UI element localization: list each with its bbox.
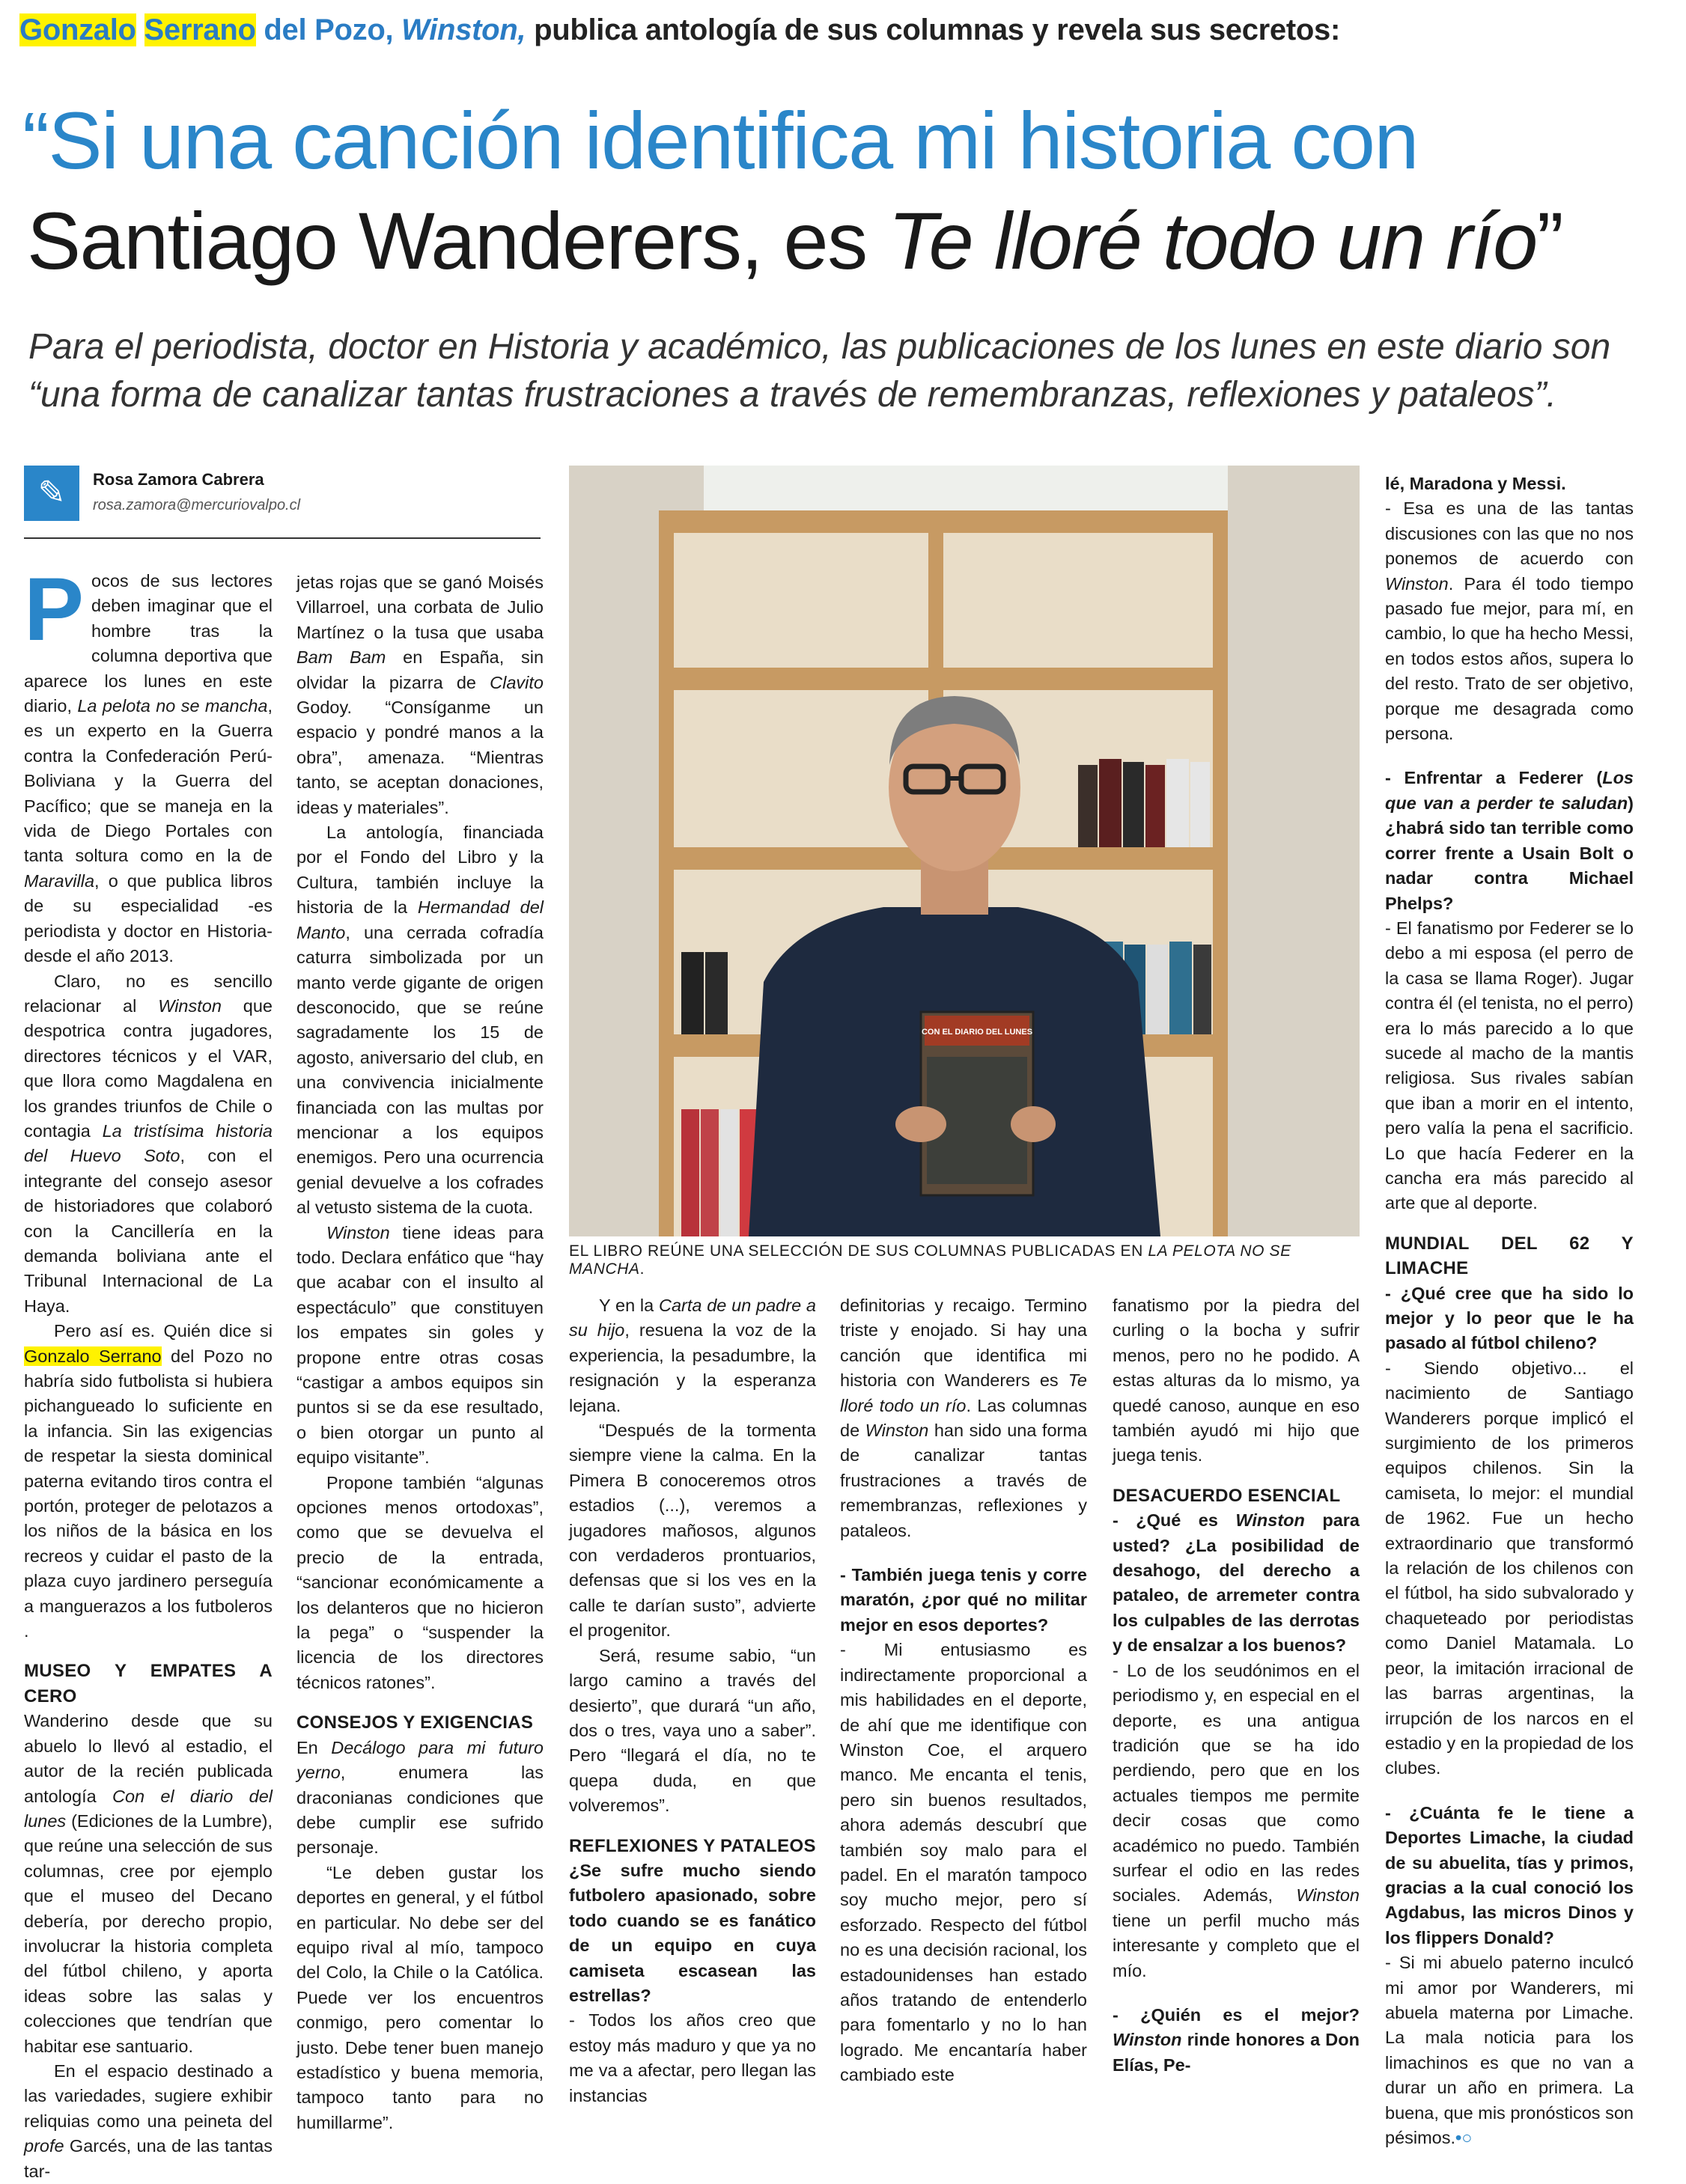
drop-cap: P xyxy=(24,559,85,659)
col3-p1-it: Carta de un padre a su hijo xyxy=(569,1296,816,1340)
col6-question-0: lé, Maradona y Messi. xyxy=(1385,474,1566,493)
col4-a1-b: . Las columnas de xyxy=(840,1395,1087,1441)
col2-p1-it2: Clavito xyxy=(490,672,544,692)
col1-p2-c: , con el integrante del consejo asesor de historiadores que colaboró con la Cancillería en la demanda boliviana ante el Tribunal Internacional de La Haya. xyxy=(24,1146,273,1316)
col1-p3-b: del Pozo no habría sido futbolista si hubiera pichangueado lo suficiente en la infancia. Sin las exigencias de respetar la siesta dominical paterna evitando tiros contra el portón, proteger de pelotazos a los niños de la básica en los recreos y cuidar el pasto de la plaza cuyo jardinero perseguía a manguerazos a los futboleros . xyxy=(24,1346,273,1641)
col5-a2-b: tiene un perfil mucho más interesante y completo que el mío. xyxy=(1113,1910,1360,1980)
col6-answer-1: - El fanatismo por Federer se lo debo a mi esposa (el perro de la casa se llama Roger). Jugar contra él (el tenista, no el perro) era lo más parecido a lo que sucede al macho de la mantis religiosa. Sus rivales sabían que iban a morir en el intento, pero valía la pena el sacrificio. Lo que hacía Federer en la cancha era más parecido al arte que al deporte. xyxy=(1385,918,1634,1213)
col2-p3 xyxy=(296,1221,544,1471)
col1-p2-it1: Winston xyxy=(158,995,222,1016)
col5-a2-it: Winston xyxy=(1296,1885,1360,1906)
col2-p5-a: En xyxy=(296,1737,332,1757)
col5-q1-a: - ¿Qué es xyxy=(1113,1510,1236,1531)
col6-question-3: - ¿Cuánta fe le tiene a Deportes Limache, la ciudad de su abuelita, tías y primos, gracias a la cual conoció los Agdabus, las micros Dinos y los flippers Donald? xyxy=(1385,1802,1634,1947)
col4-answer-2: - Mi entusiasmo es indirectamente proporcional a mis habilidades en el deporte, de ahí que me identifique con Winston Coe, el arquero manco. Me encanta el tenis, pero sin buenos resultados, ahora además descubrí que también soy malo para el padel. En el maratón tampoco soy mucho mejor, pero sí esforzado. Respecto del fútbol no es una decisión racional, los estadounidenses han estado años tratando de entenderlo para fomentarlo y no lo han logrado. Me encantaría haber cambiado este xyxy=(840,1640,1087,2085)
col4-answer-1 xyxy=(840,1293,1087,1543)
highlighted-name: Gonzalo Serrano xyxy=(24,1346,162,1366)
subhead-reflexiones: REFLEXIONES Y PATALEOS xyxy=(569,1835,816,1856)
byline-author: Rosa Zamora Cabrera xyxy=(93,470,264,489)
col6-a3-text: - Si mi abuelo paterno inculcó mi amor por Wanderers, mi abuela materna por Limache. La mala noticia para los limachinos es que no van a durar un año en primera. La buena, que mis pronósticos son pésimos. xyxy=(1385,1953,1634,2147)
subhead-mundial: MUNDIAL DEL 62 Y LIMACHE xyxy=(1385,1233,1634,1279)
song-title: Te lloré todo un río xyxy=(840,1370,1087,1415)
kicker-name-first: Gonzalo xyxy=(19,13,136,46)
col2-p6: “Le deben gustar los deportes en general, y el fútbol en particular. No debe ser del equipo rival al mío, tampoco del Colo, la Chile o la Católica. Puede ver los encuentros conmigo, pero comentar lo justo. Debe tener buen manejo estadístico y buena memoria, tampoco tanto para no humillarme”. xyxy=(296,1862,544,2132)
photo-illustration xyxy=(569,466,1360,1236)
col6-answer-2: - Siendo objetivo... el nacimiento de Santiago Wanderers porque implicó el surgimiento de los primeros equipos chilenos. Sin la camiseta, lo mejor: el mundial de 1962. Fue un hecho extraordinario que transformó la relación de los chilenos con el fútbol, ha sido subvalorado y chaqueteado por periodistas como Daniel Matamala. Lo peor, la imitación irracional de las barras argentinas, la irrupción de los narcos en el estadio y en la propiedad de los clubes. xyxy=(1385,1358,1634,1778)
col6-question-1 xyxy=(1385,766,1634,915)
col2-p2-it: Hermandad del Manto xyxy=(296,897,544,942)
photo xyxy=(569,466,1360,1236)
col4-a1-c: han sido una forma de canalizar tantas frustraciones a través de remembranzas, reflexiones y pataleos. xyxy=(840,1421,1087,1540)
col3-answer-1: - Todos los años creo que estoy más maduro y que ya no me va a afectar, pero llegan las instancias xyxy=(569,2010,816,2105)
col2-p1 xyxy=(296,570,544,820)
subhead-consejos: CONSEJOS Y EXIGENCIAS xyxy=(296,1712,534,1733)
col1-p5-b: Garcés, una de las tantas tar- xyxy=(24,2136,273,2181)
col2-p1-a: jetas rojas que se ganó Moisés Villarroel, una corbata de Julio Martínez o la tusa que usaba xyxy=(296,573,544,642)
col2-p2-a: La antología, financiada por el Fondo del Libro y la Cultura, también incluye la historia de la xyxy=(296,823,544,918)
column-6 xyxy=(1385,472,1634,2150)
col1-p2-b: que despotrica contra jugadores, directores técnicos y el VAR, que llora como Magdalena en los grandes triunfos de Chile o contagia xyxy=(24,995,273,1141)
end-mark-icon: •○ xyxy=(1455,2128,1473,2147)
col1-p5 xyxy=(24,2059,273,2184)
kicker-rest: publica antología de sus columnas y revela sus secretos: xyxy=(534,13,1340,46)
col1-p1-c: , o que publica libros de su especialidad -es periodista y doctor en Historia- desde el año 2013. xyxy=(24,870,273,966)
column-3 xyxy=(569,1293,816,2108)
col1-p5-it: profe xyxy=(24,2136,64,2156)
col2-p1-b: en España, sin olvidar la pizarra de xyxy=(296,647,544,692)
col1-p4-a: Wanderino desde que su abuelo lo llevó al estadio, el autor de la recién publicada antología xyxy=(24,1711,273,1806)
subhead-museo: MUSEO Y EMPATES A CERO xyxy=(24,1661,273,1706)
col5-q1-it: Winston xyxy=(1235,1510,1305,1531)
col3-p1 xyxy=(569,1293,816,1418)
caption-a: EL LIBRO REÚNE UNA SELECCIÓN DE SUS COLUMNAS PUBLICADAS EN xyxy=(569,1242,1148,1260)
col6-q1-b: ) ¿habrá sido tan terrible como correr frente a Usain Bolt o nadar contra Michael Phelps? xyxy=(1385,793,1634,913)
col5-question-1 xyxy=(1113,1508,1360,1658)
headline-line2-a: Santiago Wanderers, es xyxy=(27,195,889,286)
col6-a0-a: - Esa es una de las tantas discusiones con las que no nos ponemos de acuerdo con xyxy=(1385,498,1634,569)
col5-a2-a: - Lo de los seudónimos en el periodismo y, en especial en el deporte, es una antigua tradición que se ha ido perdiendo, pero que en los actuales tiempos me permite decir cosas que como académico no puedo. También surfear el odio en las redes sociales. Además, xyxy=(1113,1660,1360,1906)
col6-answer-0 xyxy=(1385,496,1634,746)
caption-end: . xyxy=(639,1260,645,1278)
column-1 xyxy=(24,559,273,2184)
col1-p5-a: En el espacio destinado a las variedades, sugiere exhibir reliquias como una peineta del xyxy=(24,2061,273,2131)
col4-question-2: - También juega tenis y corre maratón, ¿por qué no militar mejor en esos deportes? xyxy=(840,1565,1087,1635)
photo-book-title: CON EL DIARIO DEL LUNES xyxy=(921,1028,1033,1037)
column-title: La pelota no se mancha xyxy=(77,696,268,716)
col1-p4-b: (Ediciones de la Lumbre), que reúne una selección de sus columnas, cree por ejemplo que el museo del Decano debería, por derecho propio, involucrar la historia completa del fútbol chileno, y aporta ideas sobre las salas y colecciones que tendrían que habitar ese santuario. xyxy=(24,1811,273,2056)
deck: Para el periodista, doctor en Historia y académico, las publicaciones de los lunes en este diario son “una forma de canalizar tantas frustraciones a través de remembranzas, reflexiones y pataleos”. xyxy=(28,327,1611,415)
col2-p5-b: , enumera las draconianas condiciones que debe cumplir ese sufrido personaje. xyxy=(296,1763,544,1858)
caption-column-name: LA PELOTA NO SE MANCHA xyxy=(569,1242,1291,1278)
column-5 xyxy=(1113,1293,1360,2078)
byline-email[interactable]: rosa.zamora@mercuriovalpo.cl xyxy=(93,497,301,513)
spacer xyxy=(1385,746,1634,766)
col1-p2-a: Claro, no es sencillo relacionar al xyxy=(24,971,273,1016)
col5-answer-2 xyxy=(1113,1659,1360,1983)
col3-p2: “Después de la tormenta siempre viene la calma. En la Pimera B conoceremos otros estadios (...), veremos a jugadores mañosos, algunos con verdaderos prontuarios, defensas que si los ves en la calle te darían susto”, advierte el progenitor. xyxy=(569,1421,816,1641)
headline-line2 xyxy=(27,196,1562,286)
col2-p3-b: tiene ideas para todo. Declara enfático que “hay que acabar con el insulto al espectáculo” que constituyen los empates sin goles y propone entre otras cosas “castigar a ambos equipos sin puntos si se da ese resultado, o bien otorgar un punto al equipo visitante”. xyxy=(296,1222,544,1468)
col1-p4 xyxy=(24,1709,273,2059)
col2-p1-c: Godoy. “Consíganme un espacio y pondré manos a la obra”, amenaza. “Mientras tanto, se aceptan donaciones, ideas y materiales”. xyxy=(296,698,544,817)
col5-q1-b: para usted? ¿La posibilidad de desahogo, del derecho a pataleo, de arremeter contra los culpables de las derrotas y de ensalzar a los buenos? xyxy=(1113,1510,1360,1656)
col1-p3 xyxy=(24,1319,273,1644)
col6-q1-it: Los que van a perder te saludan xyxy=(1385,768,1634,813)
col2-p4: Propone también “algunas opciones menos ortodoxas”, como que se devuelva el precio de la entrada, “sancionar económicamente a los delanteros que no hicieron la pega” o “suspender la licencia de los directores técnicos ratones”. xyxy=(296,1472,544,1692)
col4-a1-a: definitorias y recaigo. Termino triste y enojado. Si hay una canción que identifica mi historia con Wanderers es xyxy=(840,1296,1087,1391)
col2-p2-b: , una cerrada cofradía caturra simbolizada por un manto verde gigante de origen desconocido, que se reúne sagradamente los 15 de agosto, aniversario del club, en una convivencia inicialmente financiada con las multas por mencionar a los equipos enemigos. Pero una ocurrencia genial devuelve a los cofrades al vetusto sistema de la cuota. xyxy=(296,922,544,1218)
col5-question-2 xyxy=(1113,2003,1360,2078)
kicker-name-second: Serrano xyxy=(144,13,256,46)
col1-p1-a: ocos de sus lectores deben imaginar que el hombre tras la columna deportiva que aparece los lunes en este diario, xyxy=(24,571,273,716)
col6-q1-a: - Enfrentar a Federer ( xyxy=(1385,768,1603,788)
col1-p3-a: Pero así es. Quién dice si xyxy=(54,1321,273,1341)
col1-p2 xyxy=(24,969,273,1320)
col3-p3: Será, resume sabio, “un largo camino a través del desierto”, que durará “un año, dos o tres, vaya uno a saber”. Pero “llegará el día, no te quepa duda, en que volveremos”. xyxy=(569,1645,816,1816)
kicker-name-rest: del Pozo, xyxy=(264,13,394,46)
col3-p1-a: Y en la xyxy=(599,1296,659,1315)
col6-answer-3 xyxy=(1385,1950,1634,2150)
col1-p1 xyxy=(24,559,273,969)
col5-q2-it: Winston xyxy=(1113,2030,1182,2050)
col3-p1-b: , resuena la voz de la experiencia, la pesadumbre, la resignación y la esperanza lejana. xyxy=(569,1320,816,1415)
book-title: Con el diario del lunes xyxy=(24,1786,273,1831)
kicker xyxy=(19,13,1340,47)
headline-close-quote: ” xyxy=(1536,195,1563,286)
feather-icon: ✎ xyxy=(24,466,79,521)
col2-p5 xyxy=(296,1736,544,1861)
column-4 xyxy=(840,1293,1087,2088)
spacer xyxy=(1113,1983,1360,2003)
col5-q2-a: - ¿Quién es el mejor? xyxy=(1113,2004,1360,2025)
subhead-desacuerdo: DESACUERDO ESENCIAL xyxy=(1113,1485,1341,1506)
column-2 xyxy=(296,570,544,2135)
col2-p2 xyxy=(296,820,544,1221)
col2-p5-it: Decálogo para mi futuro yerno xyxy=(296,1737,544,1783)
col5-answer-1: fanatismo por la piedra del curling o la bocha y sufrir menos, pero no he podido. A estas alturas da lo mismo, ya quedé canoso, aunque en eso también ayudó mi hijo que juega tenis. xyxy=(1113,1296,1360,1465)
col6-question-2: - ¿Qué cree que ha sido lo mejor y lo peor que le ha pasado al fútbol chileno? xyxy=(1385,1283,1634,1353)
col4-a1-it2: Winston xyxy=(865,1421,929,1441)
col5-q2-b: rinde honores a Don Elías, Pe- xyxy=(1113,2030,1360,2075)
col2-p1-it1: Bam Bam xyxy=(296,647,386,668)
col2-p3-it: Winston xyxy=(326,1222,390,1242)
headline-line1: “Si una canción identifica mi historia con xyxy=(22,95,1418,186)
spacer xyxy=(840,1543,1087,1563)
byline-rule xyxy=(24,537,541,539)
spacer xyxy=(1385,1781,1634,1801)
col1-p1-it2: Maravilla xyxy=(24,870,95,891)
col3-question-1: ¿Se sufre mucho siendo futbolero apasionado, sobre todo cuando se es fanático de un equipo en cuya camiseta escasean las estrellas? xyxy=(569,1860,816,2005)
col1-p2-it2: La tristísima historia del Huevo Soto xyxy=(24,1120,273,1166)
kicker-pseudonym: Winston, xyxy=(401,13,526,46)
photo-caption xyxy=(569,1242,1363,1278)
headline-song: Te lloré todo un río xyxy=(888,195,1537,286)
col6-a0-b: . Para él todo tiempo pasado fue mejor, para mí, en cambio, lo que ha hecho Messi, en todos estos años, supera lo del resto. Trato de ser objetivo, porque me desagrada como persona. xyxy=(1385,573,1634,744)
col6-a0-it: Winston xyxy=(1385,573,1449,594)
col1-p1-b: , es un experto en la Guerra contra la Confederación Perú-Boliviana y la Guerra del Pacífico; que se maneja en la vida de Diego Portales con tanta soltura como en la de xyxy=(24,696,273,866)
